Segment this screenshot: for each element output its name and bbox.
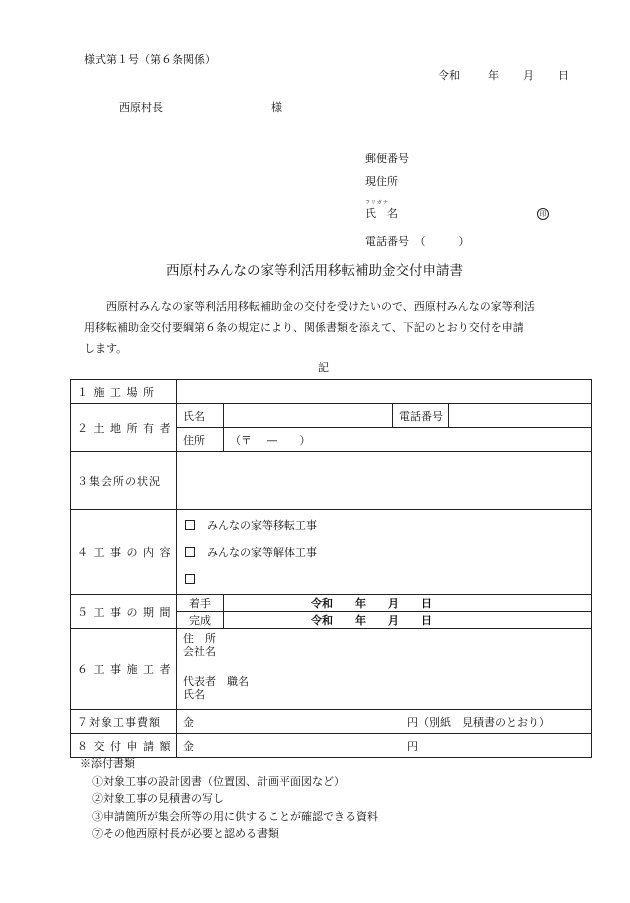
contractor-rep-label: 代表者 職名 — [183, 675, 249, 688]
attachment-item: ③申請箇所が集会所等の用に供することが確認できる資料 — [92, 809, 378, 823]
body-line-2: 用移転補助金交付要綱第６条の規定により、関係書類を添えて、下記のとおり交付を申請 — [84, 321, 524, 334]
row-work-content — [71, 510, 592, 595]
checkbox-icon[interactable] — [185, 520, 195, 530]
addressee-honorific: 様 — [271, 101, 282, 114]
attachment-item: ⑦その他西原村長が必要と認める書類 — [92, 827, 279, 840]
owner-address-field[interactable] — [224, 428, 592, 452]
form-number: 様式第１号（第６条関係） — [84, 53, 216, 66]
hall-status-field[interactable] — [177, 452, 592, 510]
contractor-company-label: 会社名 — [183, 645, 216, 658]
date-year: 年 — [488, 69, 499, 82]
document-title: 西原村みんなの家等利活用移転補助金交付申請書 — [166, 263, 463, 279]
work-cost-label: ７対象工事費額 — [71, 710, 177, 734]
row-contractor — [71, 629, 592, 710]
date-day: 日 — [558, 69, 569, 82]
attachment-item: ①対象工事の設計図書（位置図、計画平面図など） — [92, 774, 345, 788]
body-line-3: します。 — [84, 342, 128, 355]
postal-label: 郵便番号 — [365, 152, 409, 165]
attachments-heading: ※添付書類 — [80, 757, 135, 770]
contractor-label: ６ 工 事 施 工 者 — [71, 629, 177, 710]
row-period-start — [71, 595, 592, 612]
application-table — [70, 379, 592, 758]
work-option-relocation[interactable] — [185, 512, 591, 539]
row-site — [71, 380, 592, 404]
addressee: 西原村長 — [119, 101, 163, 114]
body-line-1: 西原村みんなの家等利活用移転補助金の交付を受けたいので、西原村みんなの家等利活 — [106, 300, 535, 313]
date-era: 令和 — [438, 69, 460, 82]
period-end-date[interactable]: 令和 年 月 日 — [224, 612, 592, 629]
contractor-name-label: 氏名 — [183, 688, 205, 701]
name-label: 氏 名 — [365, 207, 398, 220]
contractor-address-label: 住 所 — [183, 632, 216, 645]
furigana-label: フリガナ — [365, 200, 389, 206]
request-amount-kin: 金 — [183, 739, 194, 753]
phone-label: 電話番号 （ ） — [365, 235, 470, 248]
work-option-demolition[interactable] — [185, 539, 591, 566]
owner-address-label: 住所 — [177, 428, 224, 452]
request-amount-yen: 円 — [407, 739, 418, 753]
owner-phone-field[interactable] — [449, 404, 592, 428]
site-label: １ 施 工 場 所 — [71, 380, 177, 404]
work-cost-kin: 金 — [183, 715, 194, 729]
body-paragraph — [84, 296, 570, 359]
work-option-relocation-label: みんなの家等移転工事 — [207, 518, 317, 532]
work-option-demolition-label: みんなの家等解体工事 — [207, 545, 317, 559]
owner-phone-label: 電話番号 — [393, 404, 449, 428]
checkbox-icon[interactable] — [185, 547, 195, 557]
attachment-item: ②対象工事の見積書の写し — [92, 792, 224, 805]
request-amount-field[interactable] — [177, 734, 592, 758]
period-end-label: 完成 — [177, 612, 224, 629]
address-label: 現住所 — [365, 175, 398, 188]
owner-zip: （〒 — ） — [230, 433, 311, 447]
contractor-field[interactable] — [177, 629, 592, 710]
work-content-options — [177, 510, 592, 595]
period-start-label: 着手 — [177, 595, 224, 612]
seal-icon: 印 — [537, 207, 549, 220]
row-request-amount — [71, 734, 592, 758]
date-month: 月 — [523, 69, 534, 82]
row-work-cost — [71, 710, 592, 734]
period-label: ５ 工 事 の 期 間 — [71, 595, 177, 629]
request-amount-label: ８ 交 付 申 請 額 — [71, 734, 177, 758]
work-content-label: ４ 工 事 の 内 容 — [71, 510, 177, 595]
owner-name-label: 氏名 — [177, 404, 224, 428]
work-option-other[interactable] — [185, 566, 591, 593]
work-cost-field[interactable] — [177, 710, 592, 734]
row-owner-name — [71, 404, 592, 428]
ki-label: 記 — [318, 361, 329, 374]
work-cost-yen: 円（別紙 見積書のとおり） — [407, 715, 550, 729]
owner-label: ２ 土 地 所 有 者 — [71, 404, 177, 452]
row-hall-status — [71, 452, 592, 510]
site-field[interactable] — [177, 380, 592, 404]
attachments — [80, 755, 378, 843]
period-start-date[interactable]: 令和 年 月 日 — [224, 595, 592, 612]
date-line — [438, 70, 569, 81]
hall-status-label: ３集会所の状況 — [71, 452, 177, 510]
owner-name-field[interactable] — [224, 404, 393, 428]
checkbox-icon[interactable] — [185, 574, 195, 584]
